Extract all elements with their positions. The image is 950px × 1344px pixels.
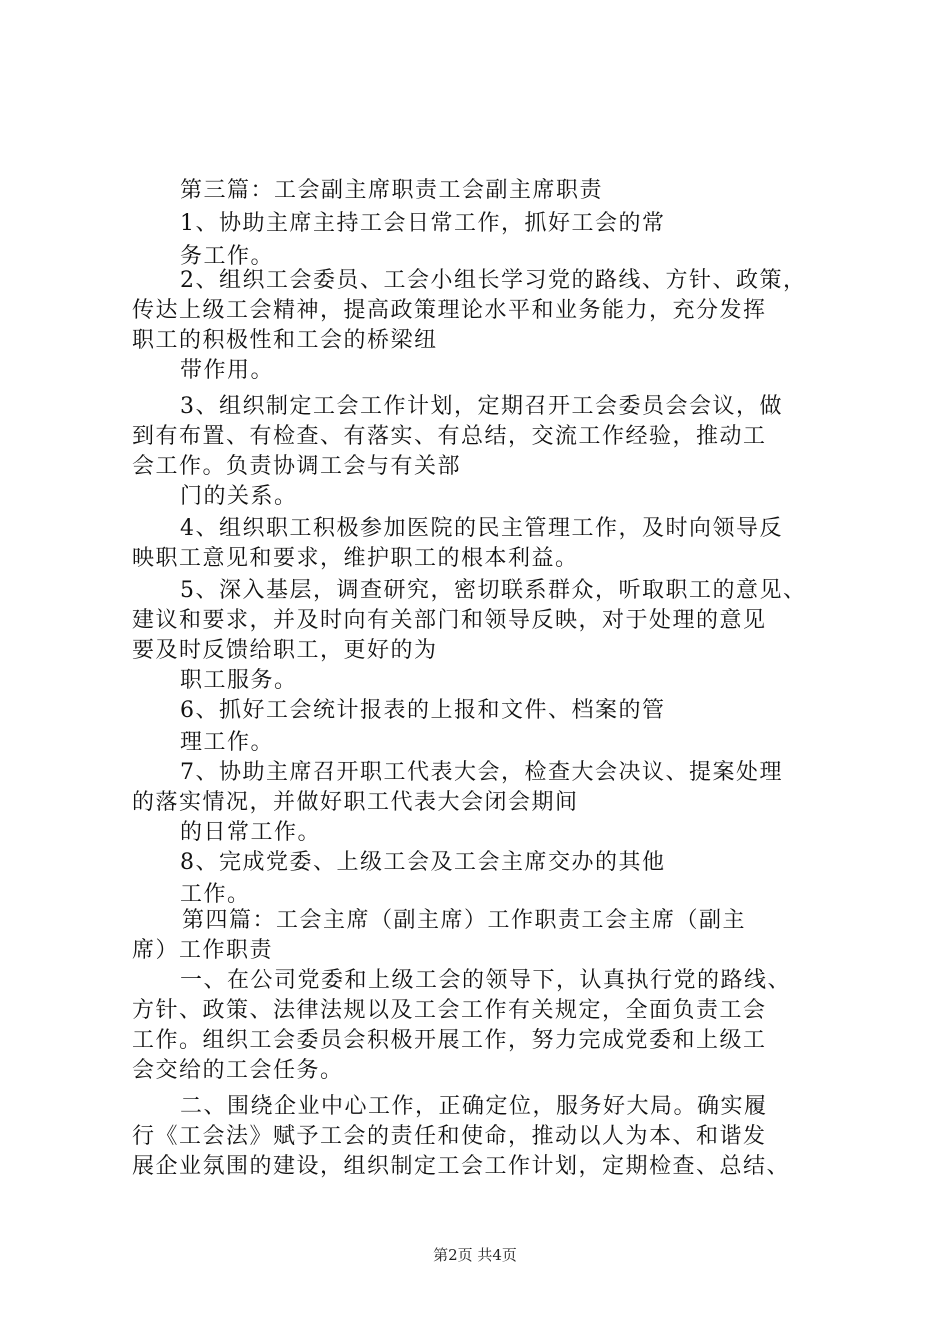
paragraph-line: 展企业氛围的建设，组织制定工会工作计划，定期检查、总结、 bbox=[132, 1154, 791, 1179]
page-footer: 第2页 共4页 bbox=[433, 1246, 517, 1264]
paragraph-line: 会工作。负责协调工会与有关部 bbox=[132, 454, 462, 479]
paragraph-line: 二、围绕企业中心工作，正确定位，服务好大局。确实履 bbox=[180, 1094, 768, 1119]
paragraph-line: 一、在公司党委和上级工会的领导下，认真执行党的路线、 bbox=[180, 968, 792, 993]
paragraph-line: 工作。组织工会委员会积极开展工作，努力完成党委和上级工 bbox=[132, 1028, 767, 1053]
paragraph-line: 4、组织职工积极参加医院的民主管理工作，及时向领导反 bbox=[180, 516, 783, 541]
paragraph-line: 3、组织制定工会工作计划，定期召开工会委员会会议，做 bbox=[180, 394, 783, 419]
paragraph-line: 行《工会法》赋予工会的责任和使命，推动以人为本、和谐发 bbox=[132, 1124, 767, 1149]
paragraph-line: 6、抓好工会统计报表的上报和文件、档案的管 bbox=[180, 698, 666, 723]
paragraph-line: 方针、政策、法律法规以及工会工作有关规定，全面负责工会 bbox=[132, 998, 767, 1023]
paragraph-line: 要及时反馈给职工，更好的为 bbox=[132, 638, 438, 663]
paragraph-line: 理工作。 bbox=[180, 730, 275, 755]
paragraph-line: 的日常工作。 bbox=[180, 820, 322, 845]
paragraph-line: 职工服务。 bbox=[180, 668, 298, 693]
paragraph-line: 务工作。 bbox=[180, 244, 275, 269]
paragraph-line: 门的关系。 bbox=[180, 484, 298, 509]
paragraph-line: 工作。 bbox=[180, 882, 251, 907]
paragraph-line: 的落实情况，并做好职工代表大会闭会期间 bbox=[132, 790, 579, 815]
paragraph-line: 建议和要求，并及时向有关部门和领导反映，对于处理的意见 bbox=[132, 608, 767, 633]
paragraph-line: 带作用。 bbox=[180, 358, 275, 383]
paragraph-line: 会交给的工会任务。 bbox=[132, 1058, 344, 1083]
paragraph-line: 1、协助主席主持工会日常工作，抓好工会的常 bbox=[180, 211, 666, 236]
heading-part-four: 第四篇：工会主席（副主席）工作职责工会主席（副主 bbox=[182, 908, 747, 933]
paragraph-line: 8、完成党委、上级工会及工会主席交办的其他 bbox=[180, 850, 666, 875]
heading-part-three: 第三篇：工会副主席职责工会副主席职责 bbox=[180, 178, 604, 203]
paragraph-line: 职工的积极性和工会的桥梁纽 bbox=[132, 328, 438, 353]
paragraph-line: 7、协助主席召开职工代表大会，检查大会决议、提案处理 bbox=[180, 760, 783, 785]
paragraph-line: 传达上级工会精神，提高政策理论水平和业务能力，充分发挥 bbox=[132, 298, 767, 323]
paragraph-line: 到有布置、有检查、有落实、有总结，交流工作经验，推动工 bbox=[132, 424, 767, 449]
paragraph-line: 映职工意见和要求，维护职工的根本利益。 bbox=[132, 546, 579, 571]
paragraph-line: 2、组织工会委员、工会小组长学习党的路线、方针、政策， bbox=[180, 268, 807, 293]
paragraph-line: 5、深入基层，调查研究，密切联系群众，听取职工的意见、 bbox=[180, 578, 807, 603]
heading-part-four-cont: 席）工作职责 bbox=[132, 938, 274, 963]
